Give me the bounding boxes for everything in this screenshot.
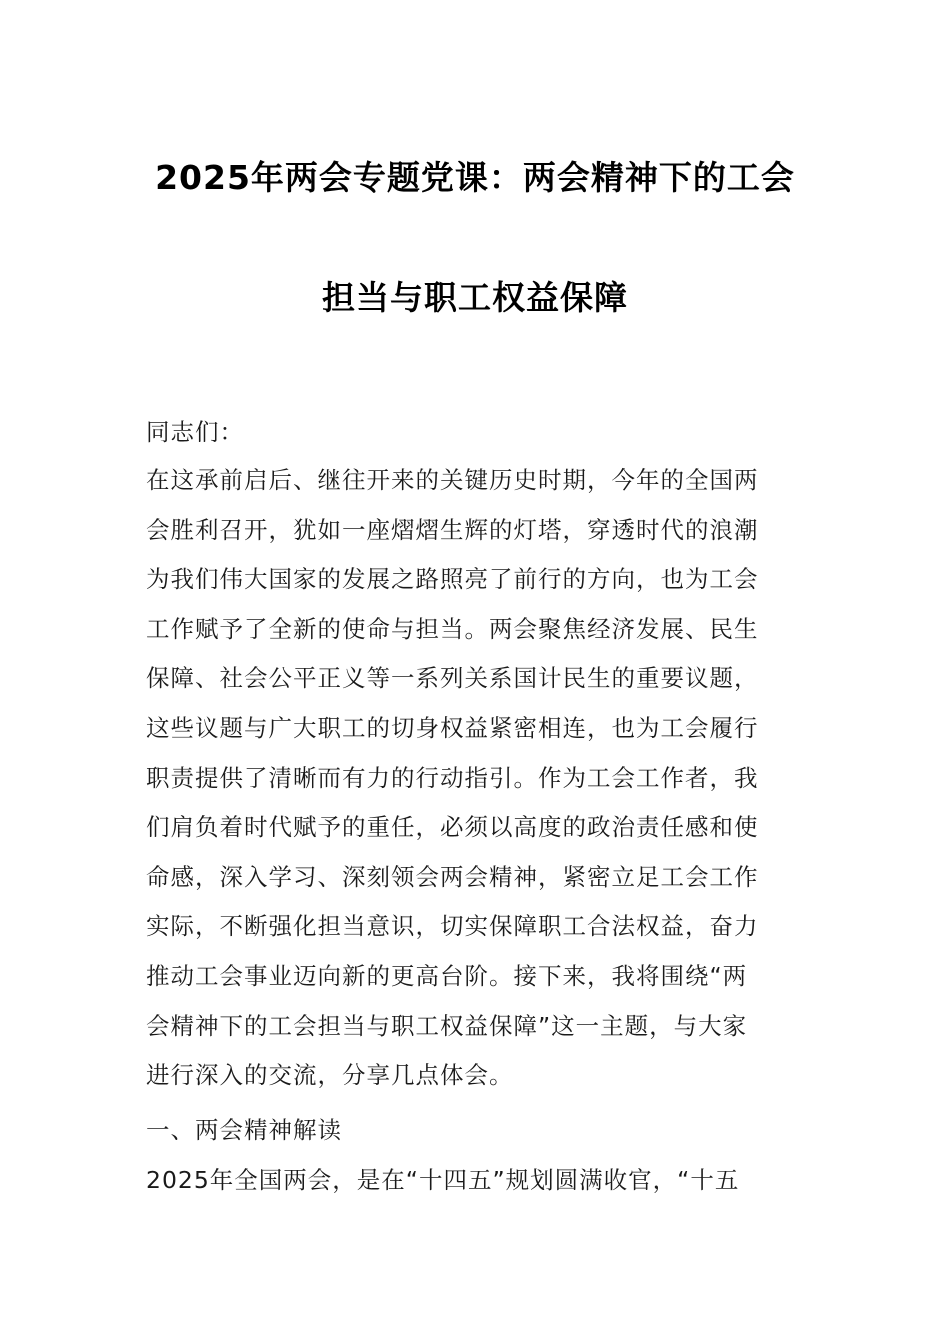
paragraph-line: 进行深入的交流，分享几点体会。 bbox=[146, 1061, 514, 1090]
document-title-line-1: 2025年两会专题党课：两会精神下的工会 bbox=[155, 158, 795, 197]
paragraph-line: 命感，深入学习、深刻领会两会精神，紧密立足工会工作 bbox=[146, 862, 759, 891]
paragraph-line: 实际，不断强化担当意识，切实保障职工合法权益，奋力 bbox=[146, 912, 759, 941]
section-heading-1: 一、两会精神解读 bbox=[146, 1116, 342, 1144]
paragraph-line: 推动工会事业迈向新的更高台阶。接下来，我将围绕“两 bbox=[146, 961, 748, 990]
paragraph-line: 这些议题与广大职工的切身权益紧密相连，也为工会履行 bbox=[146, 713, 759, 742]
paragraph-line: 工作赋予了全新的使命与担当。两会聚焦经济发展、民生 bbox=[146, 614, 759, 643]
salutation: 同志们： bbox=[146, 418, 244, 446]
paragraph-line: 会精神下的工会担当与职工权益保障”这一主题，与大家 bbox=[146, 1011, 748, 1040]
paragraph-line: 为我们伟大国家的发展之路照亮了前行的方向，也为工会 bbox=[146, 565, 759, 594]
paragraph-line: 们肩负着时代赋予的重任，必须以高度的政治责任感和使 bbox=[146, 813, 759, 842]
paragraph-2025-first-line: 2025年全国两会，是在“十四五”规划圆满收官，“十五 bbox=[146, 1166, 740, 1194]
document-title-line-2: 担当与职工权益保障 bbox=[322, 278, 628, 317]
paragraph-line: 在这承前启后、继往开来的关键历史时期，今年的全国两 bbox=[146, 466, 759, 494]
paragraph-line: 会胜利召开，犹如一座熠熠生辉的灯塔，穿透时代的浪潮 bbox=[146, 515, 759, 544]
paragraph-line: 保障、社会公平正义等一系列关系国计民生的重要议题， bbox=[146, 664, 759, 693]
paragraph-line: 职责提供了清晰而有力的行动指引。作为工会工作者，我 bbox=[146, 763, 759, 792]
paragraph-intro bbox=[146, 456, 806, 1101]
